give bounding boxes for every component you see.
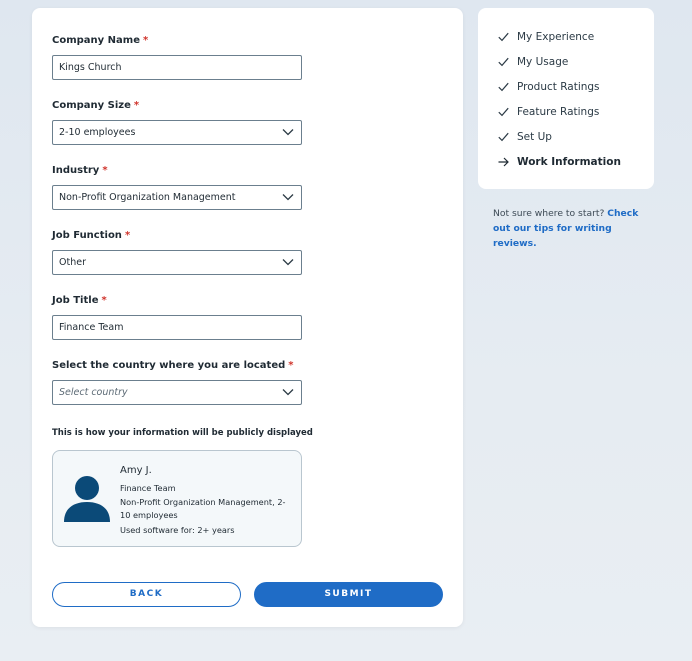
company-name-input[interactable]: Kings Church: [52, 55, 302, 80]
back-button[interactable]: BACK: [52, 582, 241, 607]
company-name-field: [52, 34, 302, 80]
country-select[interactable]: [52, 380, 302, 405]
country-label: Select the country where you are located *: [52, 360, 294, 371]
tips-link[interactable]: Check out our tips for writing reviews.: [493, 208, 639, 249]
chevron-down-icon: [282, 388, 294, 396]
tips-text: Not sure where to start?: [493, 208, 608, 219]
preview-name: Amy J.: [120, 465, 152, 476]
chevron-down-icon: [282, 258, 294, 266]
industry-select[interactable]: [52, 185, 302, 210]
step-label: My Experience: [517, 31, 595, 43]
public-profile-preview: [52, 450, 302, 547]
check-icon: [498, 82, 509, 92]
country-field: [52, 359, 302, 405]
step-label: Product Ratings: [517, 81, 600, 93]
country-placeholder: Select country: [59, 387, 128, 398]
chevron-down-icon: [282, 128, 294, 136]
progress-steps-panel: [478, 8, 654, 189]
job-title-field: [52, 294, 302, 340]
industry-value: Non-Profit Organization Management: [59, 192, 236, 203]
company-size-label: Company Size *: [52, 100, 140, 111]
step-label: My Usage: [517, 56, 569, 68]
preview-usage: Used software for: 2+ years: [120, 525, 235, 535]
industry-label: Industry *: [52, 165, 108, 176]
review-tips: [493, 206, 653, 251]
job-function-value: Other: [59, 257, 86, 268]
industry-field: [52, 164, 302, 210]
check-icon: [498, 107, 509, 117]
company-name-label: Company Name *: [52, 35, 149, 46]
step-label: Feature Ratings: [517, 106, 600, 118]
submit-button[interactable]: SUBMIT: [254, 582, 443, 607]
person-avatar-icon: [63, 476, 111, 524]
step-label: Set Up: [517, 131, 552, 143]
work-information-form-card: [32, 8, 463, 627]
job-function-label: Job Function *: [52, 230, 131, 241]
check-icon: [498, 57, 509, 67]
company-size-select[interactable]: [52, 120, 302, 145]
preview-company: Non-Profit Organization Management, 2-10 employees: [120, 497, 286, 520]
job-title-input[interactable]: Finance Team: [52, 315, 302, 340]
check-icon: [498, 32, 509, 42]
company-size-field: [52, 99, 302, 145]
check-icon: [498, 132, 509, 142]
preview-job-title: Finance Team: [120, 483, 176, 493]
job-function-select[interactable]: [52, 250, 302, 275]
preview-heading: This is how your information will be publicly displayed: [52, 428, 313, 438]
arrow-right-icon: [498, 157, 509, 167]
job-function-field: [52, 229, 302, 275]
job-title-label: Job Title *: [52, 295, 107, 306]
step-label: Work Information: [517, 156, 621, 168]
company-size-value: 2-10 employees: [59, 127, 136, 138]
chevron-down-icon: [282, 193, 294, 201]
